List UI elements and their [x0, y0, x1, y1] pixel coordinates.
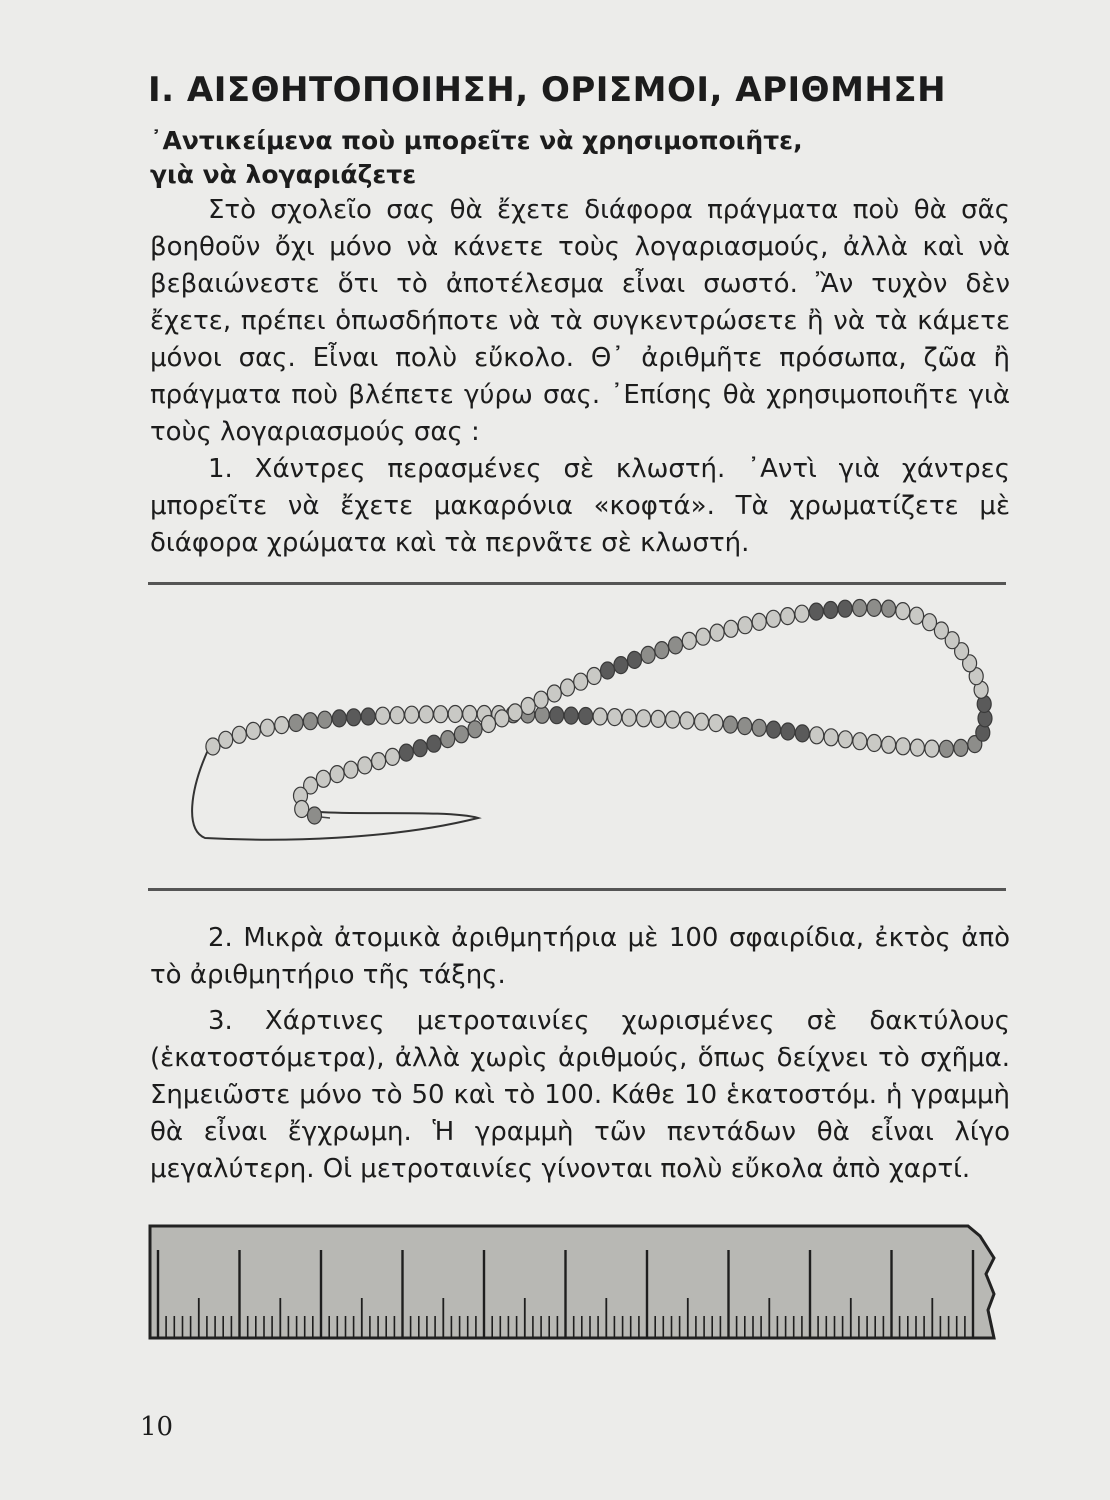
bead: [386, 748, 400, 765]
bead: [289, 715, 303, 732]
bead: [330, 766, 344, 783]
bead: [495, 710, 509, 727]
bead: [853, 733, 867, 750]
bead: [574, 673, 588, 690]
bead: [521, 698, 535, 715]
bead: [767, 721, 781, 738]
bead: [316, 770, 330, 787]
bead: [308, 807, 322, 824]
chapter-heading: I. ΑΙΣΘΗΤΟΠΟΙΗΣΗ, ΟΡΙΣΜΟΙ, ΑΡΙΘΜΗΣΗ: [148, 70, 947, 110]
bead: [303, 713, 317, 730]
bead: [738, 718, 752, 735]
bead: [434, 706, 448, 723]
bead: [695, 713, 709, 730]
subheading-line-2: γιὰ νὰ λογαριάζετε: [150, 160, 417, 189]
bead: [781, 723, 795, 740]
bead-group: [206, 599, 992, 824]
bead: [482, 716, 496, 733]
bead: [535, 706, 549, 723]
bead: [579, 708, 593, 725]
intro-paragraph: Στὸ σχολεῖο σας θὰ ἔχετε διάφορα πράγματα ποὺ θὰ σᾶς βοηθοῦν ὄχι μόνο νὰ κάνετε τοὺς λογαριασμούς, ἀλλὰ καὶ νὰ βεβαιώνεστε ὅτι τὸ ἀποτέλεσμα εἶναι σωστό. Ἂν τυχὸν δὲν ἔχετε, πρέπει ὁπωσδήποτε νὰ τὰ συγκεντρώσετε ἢ νὰ τὰ κάμετε μόνοι σας. Εἶναι πολὺ εὔκολο. Θ᾿ ἀριθμῆτε πρόσωπα, ζῶα ἢ πράγματα ποὺ βλέπετε γύρω σας. ᾿Επίσης θὰ χρησιμοποιῆτε γιὰ τοὺς λογαριασμούς σας :: [150, 195, 1010, 447]
bead: [564, 707, 578, 724]
bead: [641, 646, 655, 663]
bead: [766, 610, 780, 627]
bead: [651, 710, 665, 727]
bead: [954, 739, 968, 756]
bead: [939, 740, 953, 757]
bead: [614, 657, 628, 674]
bead: [896, 603, 910, 620]
bead: [723, 716, 737, 733]
bead: [824, 729, 838, 746]
bead: [232, 726, 246, 743]
bead: [361, 708, 375, 725]
bead: [260, 719, 274, 736]
bead: [454, 726, 468, 743]
bead: [561, 679, 575, 696]
bead: [696, 628, 710, 645]
bead: [867, 599, 881, 616]
section-subheading: [150, 124, 870, 192]
bead: [655, 642, 669, 659]
bead: [318, 711, 332, 728]
bead: [593, 708, 607, 725]
bead: [795, 605, 809, 622]
bead: [853, 600, 867, 617]
bead: [441, 731, 455, 748]
bead: [795, 725, 809, 742]
bead: [752, 719, 766, 736]
figure-bottom-rule: [148, 888, 1006, 891]
bead: [896, 738, 910, 755]
bead: [882, 600, 896, 617]
bead: [710, 624, 724, 641]
bead: [910, 607, 924, 624]
bead: [923, 614, 937, 631]
bead: [824, 602, 838, 619]
bead: [637, 710, 651, 727]
bead: [347, 709, 361, 726]
bead: [809, 603, 823, 620]
bead: [867, 735, 881, 752]
bead: [344, 761, 358, 778]
bead: [587, 668, 601, 685]
bead: [838, 731, 852, 748]
bead: [399, 744, 413, 761]
bead: [390, 707, 404, 724]
paper-measuring-tape-illustration: [148, 1222, 998, 1342]
bead: [738, 617, 752, 634]
bead: [405, 706, 419, 723]
bead: [608, 709, 622, 726]
list-item-1: 1. Χάντρες περασμένες σὲ κλωστή. ᾿Αντὶ γιὰ χάντρες μπορεῖτε νὰ ἔχετε μακαρόνια «κοφτά». Τὰ χρωματίζετε μὲ διάφορα χρώματα καὶ τὰ περνᾶτε σὲ κλωστή.: [150, 454, 1010, 558]
bead: [781, 608, 795, 625]
bead: [419, 706, 433, 723]
bead: [724, 620, 738, 637]
page-number: 10: [140, 1412, 174, 1442]
bead: [882, 736, 896, 753]
bead: [910, 739, 924, 756]
bead: [628, 651, 642, 668]
bead: [534, 691, 548, 708]
string-tail: [192, 750, 478, 840]
bead: [413, 740, 427, 757]
bead: [680, 712, 694, 729]
bead: [669, 637, 683, 654]
subheading-line-1: ᾿Αντικείμενα ποὺ μπορεῖτε νὰ χρησιμοποιῆτε,: [150, 126, 803, 155]
bead: [601, 662, 615, 679]
list-item-3: 3. Χάρτινες μετροταινίες χωρισμένες σὲ δακτύλους (ἑκατοστόμετρα), ἀλλὰ χωρὶς ἀριθμούς, ὅπως δείχνει τὸ σχῆμα. Σημειῶστε μόνο τὸ 50 καὶ τὸ 100. Κάθε 10 ἑκατοστόμ. ἡ γραμμὴ θὰ εἶναι ἔγχρωμη. Ἡ γραμμὴ τῶν πεντάδων θὰ εἶναι λίγο μεγαλύτερη. Οἱ μετροταινίες γίνονται πολὺ εὔκολα ἀπὸ χαρτί.: [150, 1006, 1010, 1184]
bead: [622, 709, 636, 726]
bead: [838, 600, 852, 617]
bead: [275, 717, 289, 734]
list-item-2: 2. Μικρὰ ἀτομικὰ ἀριθμητήρια μὲ 100 σφαιρίδια, ἐκτὸς ἀπὸ τὸ ἀριθμητήριο τῆς τάξης.: [150, 923, 1010, 990]
bead: [810, 727, 824, 744]
bead: [376, 707, 390, 724]
beads-on-string-illustration: [160, 590, 1000, 880]
bead: [508, 704, 522, 721]
bead: [332, 710, 346, 727]
bead: [666, 711, 680, 728]
bead: [246, 722, 260, 739]
bead: [372, 753, 386, 770]
bead: [468, 721, 482, 738]
bead: [463, 706, 477, 723]
bead: [547, 685, 561, 702]
bead: [358, 757, 372, 774]
bead: [925, 740, 939, 757]
bead: [709, 715, 723, 732]
bead: [752, 613, 766, 630]
bead: [682, 632, 696, 649]
bead: [295, 801, 309, 818]
bead: [550, 707, 564, 724]
figure-top-rule: [148, 582, 1006, 585]
bead: [427, 735, 441, 752]
bead: [206, 738, 220, 755]
bead: [219, 731, 233, 748]
bead: [448, 706, 462, 723]
